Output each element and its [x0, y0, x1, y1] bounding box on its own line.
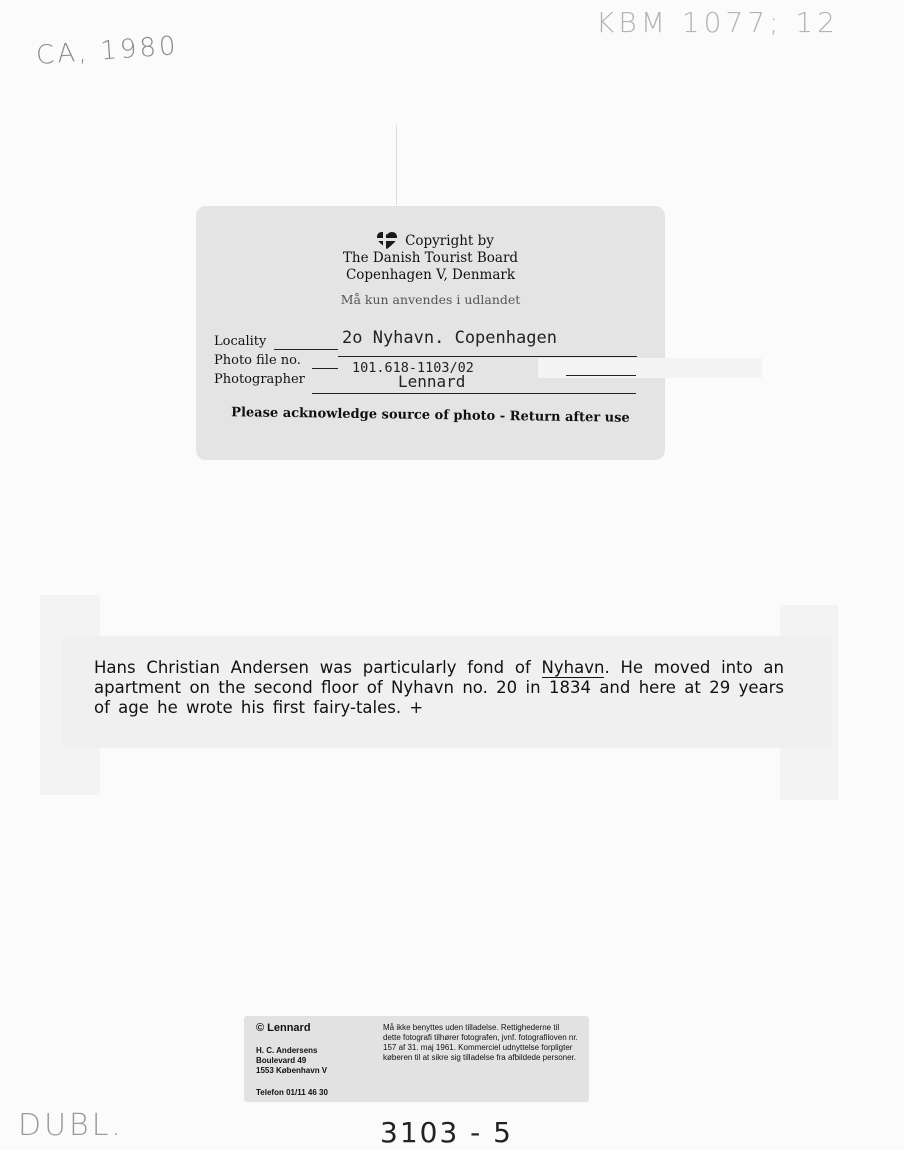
stamp-phone: Telefon 01/11 46 30	[256, 1088, 328, 1097]
copyright-line	[196, 232, 665, 250]
locality-label: Locality	[214, 334, 267, 349]
caption-part-2: . He moved into an apartment on the second floor of Nyhavn no. 20 in 1834 and here at 29 years of age he wrote his first fairy-tales.	[94, 658, 785, 717]
caption-mark: +	[409, 698, 424, 717]
stamp-notice: Må ikke benyttes uden tilladelse. Rettighederne til dette fotografi tilhører fotografen, jvnf. fotografiloven nr. 157 af 31. maj 1961. Kommerciel udnyttelse forpligter køberen til at sikre sig tilladelse fra afbildede personer.	[383, 1023, 578, 1062]
handwritten-archive-number: KBM 1077; 12	[596, 6, 839, 39]
photographer-rule	[312, 393, 636, 394]
photographer-label: Photographer	[214, 372, 305, 387]
stamp-address-line-2: Boulevard 49	[256, 1056, 307, 1065]
photo-file-rule-start	[312, 368, 338, 369]
handwritten-dupl: DUBL.	[18, 1108, 124, 1143]
stamp-photographer: © Lennard	[256, 1022, 311, 1034]
caption-part-1: Hans Christian Andersen was particularly fond of	[94, 658, 542, 677]
card-header	[196, 232, 665, 307]
locality-rule-start	[274, 349, 338, 350]
photo-file-rule	[566, 375, 636, 376]
tourist-board-city: Copenhagen V, Denmark	[345, 267, 516, 283]
handwritten-date: CA, 1980	[35, 31, 180, 71]
photographer-stamp	[244, 1016, 589, 1102]
caption-nyhavn: Nyhavn	[541, 658, 605, 677]
photographer-value: Lennard	[398, 372, 466, 391]
paper-crease	[396, 125, 397, 205]
caption-text	[94, 658, 784, 718]
stamp-address-line-1: H. C. Andersens	[256, 1046, 318, 1055]
tourist-board-name: The Danish Tourist Board	[342, 250, 519, 266]
copyright-by-text: Copyright by	[405, 232, 494, 249]
caption-strip	[62, 636, 832, 748]
stamp-address	[256, 1046, 327, 1076]
usage-restriction: Må kun anvendes i udlandet	[340, 292, 521, 307]
photo-file-value: 101.618-1103/02	[352, 360, 474, 376]
locality-rule	[338, 356, 637, 357]
stamp-address-line-3: 1553 København V	[256, 1066, 328, 1075]
handwritten-reference: 3103 - 5	[380, 1116, 513, 1149]
acknowledge-notice: Please acknowledge source of photo - Return after use	[231, 405, 630, 426]
danish-heart-icon	[377, 232, 397, 250]
copyright-card	[196, 206, 665, 460]
photo-file-label: Photo file no.	[214, 353, 301, 368]
locality-value: 2o Nyhavn. Copenhagen	[342, 328, 557, 348]
